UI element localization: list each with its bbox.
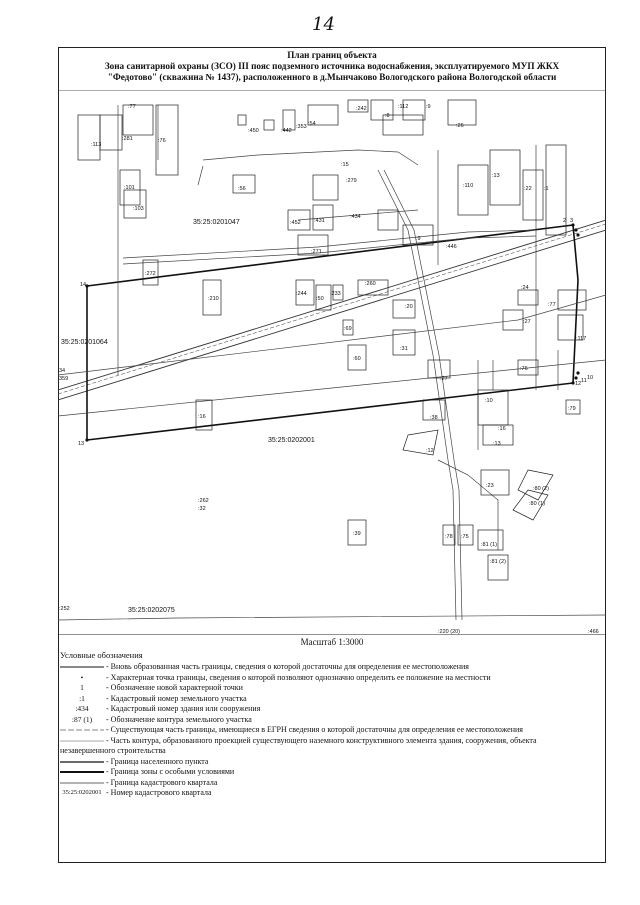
legend-symbol-quarter-boundary [60,778,104,789]
legend-symbol-new-boundary [60,662,104,673]
parcel-label: :13 [493,441,501,447]
legend-symbol-zone-boundary [60,767,104,778]
quarter-label-4: 35:25:0202075 [128,607,175,614]
parcel-label: :353 [296,124,307,130]
point-label: 359 [59,376,69,382]
legend-symbol-existing-boundary [60,725,104,736]
parcels [78,100,586,580]
legend-text: - Кадастровый номер земельного участка [106,693,247,703]
parcel-label: :271 [311,249,322,255]
parcel-label: :466 [588,629,599,635]
parcel-label: :272 [145,271,156,277]
parcel-label: :117 [576,336,587,342]
legend-item [60,662,600,673]
parcel-label: :27 [440,376,448,382]
parcel-label: :10 [485,398,493,404]
parcel-label: :101 [124,185,135,191]
parcel-label: :76 [158,138,166,144]
legend-text: - Граница зоны с особыми условиями [106,767,235,776]
parcel-label: :54 [308,121,316,127]
title-line-3: "Федотово" (скважина № 1437), расположенного в д.Мынчаково Вологодского района Вологодской области [107,72,557,82]
title-line-1: План границ объекта [287,50,377,60]
legend-text: - Граница кадастрового квартала [106,777,218,787]
local-roads [123,150,558,620]
legend-symbol: 35:25:0202001 [62,789,102,796]
title-line-2: Зона санитарной охраны (ЗСО) III пояс подземного источника водоснабжения, эксплуатируемого МУП ЖКХ [104,61,560,71]
point-label: 34 [59,368,66,374]
legend-item [60,725,600,736]
legend [60,650,600,799]
parcel-label: :452 [290,220,301,226]
parcel-label: :15 [341,162,349,168]
plan-title [58,50,606,83]
point-label: 11 [581,378,587,384]
parcel-label: :12 [426,448,434,454]
quarter-label-3: 35:25:0202001 [268,437,315,444]
legend-text: - Вновь образованная часть границы, сведения о которой достаточны для определения ее местоположения [106,662,469,671]
parcel-label: :81 (2) [490,559,506,565]
parcel-label: :446 [446,244,457,250]
parcel-label: :77 [128,104,136,110]
legend-symbol: • [80,672,84,682]
parcel-label: :281 [122,136,133,142]
parcel-label: :110 [463,183,474,189]
legend-item [60,694,600,705]
parcel-label: :16 [198,414,206,420]
page-number: 14 [312,14,335,35]
legend-symbol: :434 [75,704,89,713]
parcel-label: :260 [365,281,376,287]
scale-label: Масштаб 1:3000 [300,637,364,647]
parcel-label: :39 [353,531,361,537]
parcel-label: :112 [398,104,409,110]
parcel-label: :20 [405,304,413,310]
parcel-label: :13 [492,173,500,179]
quarter-label-1: 35:25:0201047 [193,219,240,226]
parcel-label: :242 [356,106,367,112]
legend-item [60,788,600,799]
legend-item [60,673,600,684]
cadastral-map[interactable] [58,90,606,635]
parcel-label: :32 [198,506,206,512]
parcel-label: :56 [238,186,246,192]
parcel-label: :24 [521,285,529,291]
parcel-label: :1 [544,186,549,192]
parcel-label: :81 (1) [481,542,497,548]
parcel-label: :60 [353,356,361,362]
parcel-label: :23 [486,483,494,489]
legend-item [60,683,600,694]
legend-symbol-contour-projection [60,736,104,747]
legend-text: - Обозначение контура земельного участка [106,714,252,724]
legend-text: - Номер кадастрового квартала [106,788,212,797]
legend-text: - Кадастровый номер здания или сооружения [106,704,261,713]
parcel-label: :79 [568,406,576,412]
parcel-label: :262 [198,498,209,504]
legend-item [60,704,600,715]
parcel-label: :78 [445,534,453,540]
legend-item [60,778,600,789]
point-label: 13 [78,441,85,447]
legend-text: - Обозначение новой характерной точки [106,683,243,692]
parcel-label: :76 [520,366,528,372]
parcel-label: :38 [430,415,438,421]
legend-symbol: 1 [80,683,84,692]
parcel-label: :8 [385,113,390,119]
legend-item [60,757,600,768]
legend-item [60,715,600,726]
legend-symbol: :87 (1) [71,714,93,724]
point-label: 3 [570,218,574,224]
point-label: 2 [563,218,567,224]
legend-item [60,736,600,757]
parcel-label: :27 [523,319,531,325]
parcel-label: :279 [346,178,357,184]
parcel-label: :103 [133,206,144,212]
legend-text: - Существующая часть границы, имеющиеся в ЕГРН сведения о которой достаточны для определения ее местоположения [106,725,523,734]
parcel-label: :252 [59,606,70,612]
legend-text: - Часть контура, образованного проекцией существующего наземного конструктивного элемента здания, сооружения, объекта [106,735,537,745]
parcel-label: :31 [400,346,408,352]
parcel-label: :450 [248,128,259,134]
parcel-label: :442 [281,128,292,134]
parcel-label: :69 [344,326,352,332]
parcel-label: :9 [426,104,431,110]
legend-symbol-settlement-boundary [60,757,104,768]
zone-boundary [87,225,578,440]
parcel-label: :26 [456,123,464,129]
legend-text: - Граница населенного пункта [106,756,209,766]
legend-title: Условные обозначения [60,650,143,660]
parcel-label: :9 [416,236,421,242]
legend-symbol: :1 [79,693,85,703]
parcel-label: :22 [524,186,532,192]
parcel-label: :75 [461,534,469,540]
parcel-label: :210 [208,296,219,302]
parcel-label: :434 [350,214,361,220]
parcel-label: :80 (1) [529,501,545,507]
legend-text: - Характерная точка границы, сведения о которой позволяют однозначно определить ее положение на местности [106,672,491,682]
parcel-label: :220 (20) [438,629,461,635]
point-label: 14 [80,282,87,288]
parcel-label: :80 (2) [533,486,549,492]
parcel-label: :113 [91,142,102,148]
parcel-label: :244 [296,291,307,297]
main-road [58,220,606,400]
parcel-label: :431 [314,218,325,224]
point-label: 12 [575,381,582,387]
legend-item [60,767,600,778]
quarter-label-2: 35:25:0201064 [61,339,108,346]
legend-text-continued: незавершенного строительства [60,746,166,755]
point-label: 10 [587,375,594,381]
parcel-label: :233 [330,291,341,297]
parcel-label: :16 [498,426,506,432]
parcel-label: :50 [316,296,324,302]
parcel-label: :77 [548,302,556,308]
